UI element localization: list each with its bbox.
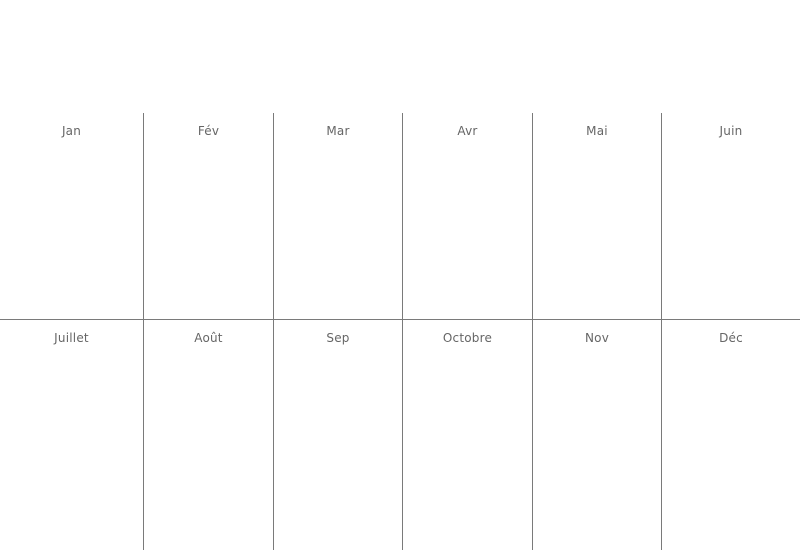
month-row-second-half [0, 319, 800, 550]
month-label: Jan [61, 124, 82, 138]
month-label: Mai [586, 124, 608, 138]
month-label: Juillet [54, 331, 89, 345]
month-label: Mar [326, 124, 350, 138]
month-label: Avr [457, 124, 478, 138]
month-cell-may[interactable] [532, 113, 661, 319]
month-cell-dec[interactable] [661, 320, 800, 550]
month-cell-feb[interactable] [143, 113, 273, 319]
year-planner-grid [0, 113, 800, 549]
month-label: Juin [719, 124, 743, 138]
month-cell-apr[interactable] [402, 113, 532, 319]
month-label: Nov [584, 331, 610, 345]
month-cell-sep[interactable] [273, 320, 402, 550]
month-cell-aug[interactable] [143, 320, 273, 550]
month-label: Déc [719, 331, 743, 345]
month-cell-nov[interactable] [532, 320, 661, 550]
month-label: Fév [197, 124, 220, 138]
month-cell-mar[interactable] [273, 113, 402, 319]
month-label: Août [194, 331, 223, 345]
month-cell-oct[interactable] [402, 320, 532, 550]
month-cell-jul[interactable] [0, 320, 143, 550]
month-label: Sep [326, 331, 350, 345]
month-row-first-half [0, 113, 800, 319]
month-cell-jun[interactable] [661, 113, 800, 319]
month-label: Octobre [442, 331, 493, 345]
month-cell-jan[interactable] [0, 113, 143, 319]
